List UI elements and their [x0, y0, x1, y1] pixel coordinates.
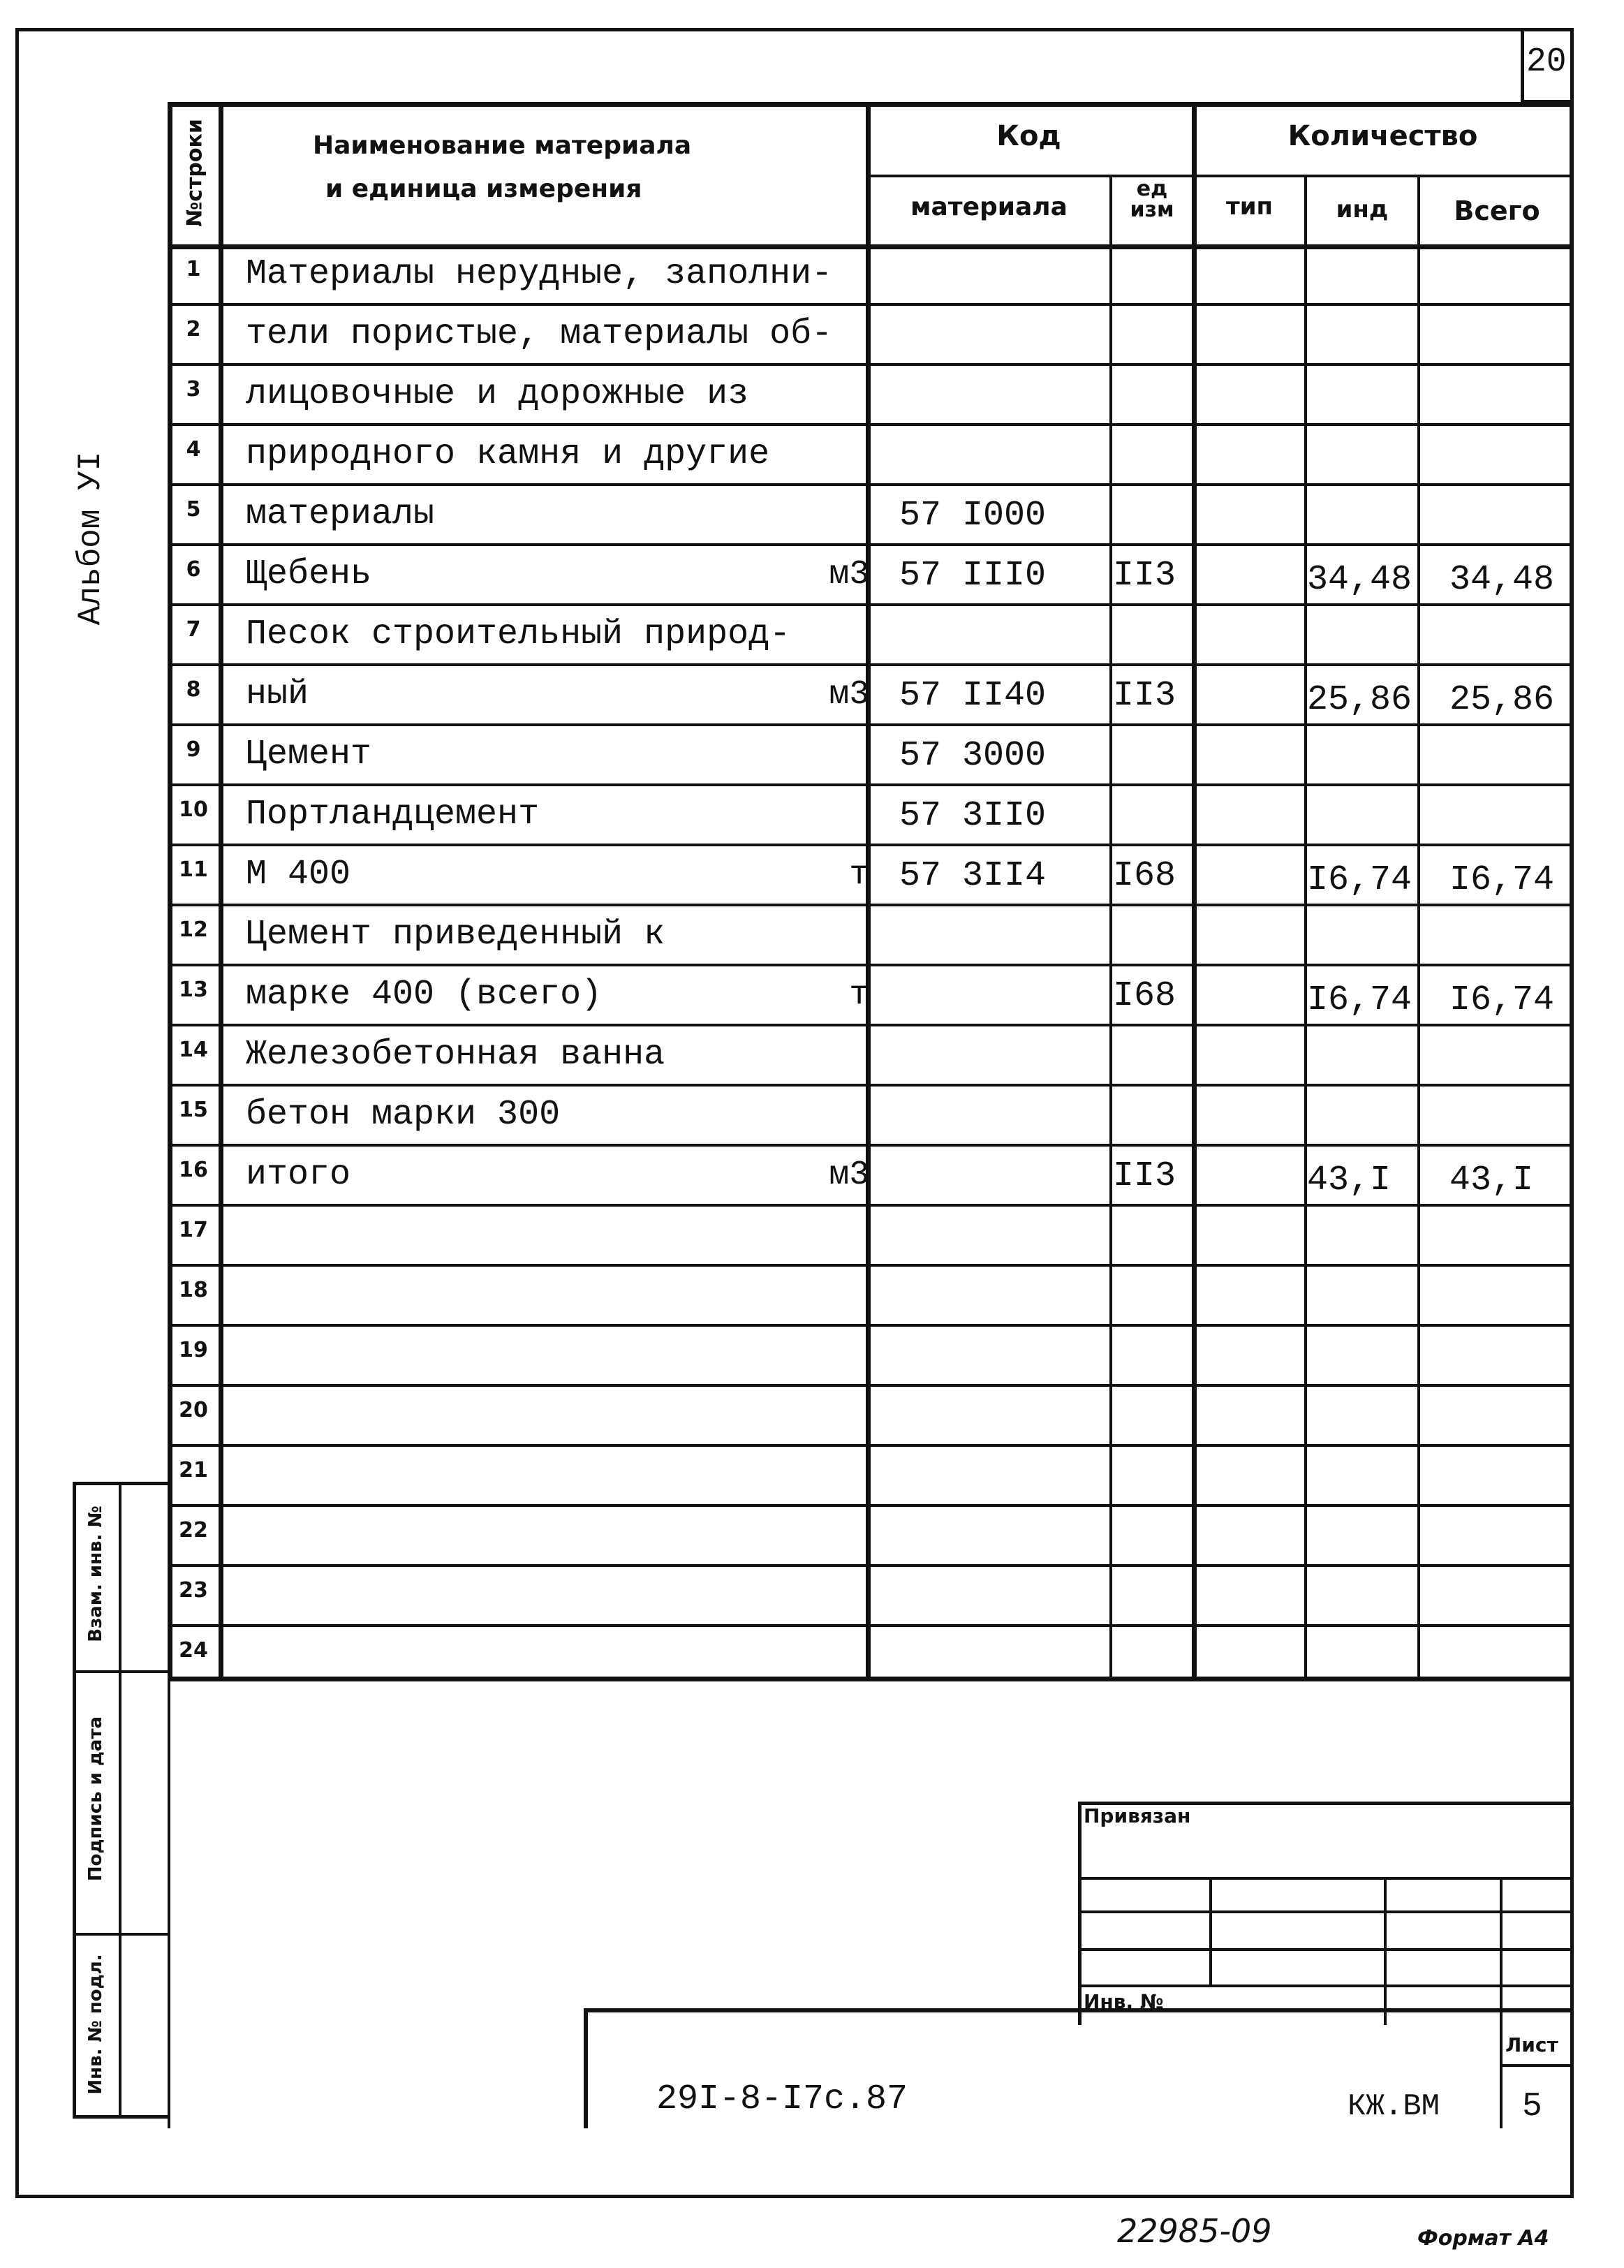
row-name: Материалы нерудные, заполни- [246, 254, 833, 294]
row-number: 8 [186, 677, 201, 702]
row-name: М 400 [246, 855, 351, 894]
table-row [168, 1325, 1572, 1385]
title-block-sheet-col [1500, 2025, 1503, 2128]
row-number: 9 [186, 737, 201, 762]
table-row [168, 1085, 1572, 1145]
quantity-total-header: Всего [1454, 196, 1540, 226]
row-number: 4 [186, 437, 201, 462]
row-number: 15 [179, 1098, 208, 1122]
row-material-code: 57 3000 [899, 736, 1047, 776]
row-material-code: 57 II40 [899, 676, 1047, 716]
doc-code: 29I-8-I7с.87 [656, 2079, 908, 2119]
table-row [168, 364, 1572, 425]
table-row [168, 485, 1572, 545]
table-row [168, 304, 1572, 364]
row-unit-code: II3 [1113, 556, 1176, 596]
row-unit: т [849, 856, 869, 894]
quantity-ind-header: инд [1336, 196, 1389, 223]
inv-no-label: Инв. № [1084, 1990, 1164, 2013]
table-row [168, 605, 1572, 665]
row-number-header: №строки [182, 119, 207, 227]
row-unit: м3 [829, 676, 869, 714]
table-row [168, 1265, 1572, 1325]
row-name: Щебень [246, 554, 372, 594]
row-number: 6 [186, 557, 201, 582]
inv-podl-wrap [73, 1936, 119, 2119]
table-row [168, 845, 1572, 905]
name-header-line1: Наименование материала [313, 131, 692, 160]
quantity-header: Количество [1287, 120, 1478, 152]
privyazan-col1 [1209, 1877, 1212, 1984]
row-number: 13 [179, 978, 208, 1002]
row-unit-code: I68 [1113, 976, 1176, 1016]
row-name: тели пористые, материалы об- [246, 314, 833, 354]
row-number: 10 [179, 797, 208, 822]
row-quantity-ind: 25,86 [1307, 680, 1412, 720]
table-row [168, 905, 1572, 965]
sheet-number: 5 [1522, 2088, 1542, 2126]
row-unit-code: II3 [1113, 1156, 1176, 1196]
privyazan-col3 [1500, 1877, 1503, 2025]
table-row [168, 1205, 1572, 1265]
row-number: 5 [186, 497, 201, 522]
row-number: 22 [179, 1518, 208, 1542]
row-unit-code: II3 [1113, 676, 1176, 716]
row-quantity-ind: 34,48 [1307, 560, 1412, 600]
row-number: 2 [186, 317, 201, 341]
row-quantity-total: I6,74 [1449, 980, 1555, 1020]
row-number: 1 [186, 257, 201, 281]
row-unit-code: I68 [1113, 856, 1176, 896]
row-name: Железобетонная ванна [246, 1035, 665, 1075]
row-unit: т [849, 976, 869, 1014]
table-row [168, 1025, 1572, 1085]
row-unit: м3 [829, 556, 869, 594]
table-row [168, 244, 1572, 304]
row-unit: м3 [829, 1156, 869, 1194]
row-quantity-total: 34,48 [1449, 560, 1555, 600]
album-label: Альбом УI [73, 451, 109, 626]
row-number: 18 [179, 1278, 208, 1302]
album-label-wrap [56, 451, 126, 626]
row-quantity-total: 43,I [1449, 1161, 1534, 1200]
table-row [168, 665, 1572, 725]
row-material-code: 57 3II4 [899, 856, 1047, 896]
table-row [168, 1566, 1572, 1626]
title-block-sheet-sep [1500, 2064, 1574, 2067]
vzam-inv-label: Взам. инв. № [85, 1505, 106, 1642]
table-row [168, 425, 1572, 485]
sheet-label: Лист [1505, 2033, 1558, 2056]
side-stamp-inner [119, 1482, 121, 2119]
table-row [168, 725, 1572, 785]
doc-mark: КЖ.ВМ [1348, 2089, 1440, 2124]
row-quantity-ind: I6,74 [1307, 860, 1412, 900]
row-number: 16 [179, 1158, 208, 1182]
row-name: Цемент приведенный к [246, 915, 665, 955]
row-number: 11 [179, 857, 208, 882]
row-quantity-ind: I6,74 [1307, 980, 1412, 1020]
row-name: Песок строительный природ- [246, 614, 791, 654]
row-number: 19 [179, 1338, 208, 1362]
row-name: лицовочные и дорожные из [246, 374, 749, 414]
row-number: 14 [179, 1038, 208, 1062]
code-unit-header: ед изм [1130, 177, 1174, 222]
row-quantity-total: 25,86 [1449, 680, 1555, 720]
row-name: итого [246, 1155, 351, 1195]
row-number: 24 [179, 1638, 208, 1663]
row-quantity-total: I6,74 [1449, 860, 1555, 900]
podpis-data-label: Подпись и дата [85, 1716, 106, 1882]
table-row [168, 1505, 1572, 1566]
podpis-data-wrap [73, 1673, 119, 1931]
row-number: 7 [186, 617, 201, 642]
row-name: Портландцемент [246, 795, 540, 834]
code-header: Код [996, 120, 1061, 152]
format-label: Формат А4 [1417, 2226, 1549, 2251]
row-name: ный [246, 675, 309, 714]
name-header-line2: и единица измерения [325, 175, 642, 203]
row-material-code: 57 I000 [899, 496, 1047, 536]
row-number: 3 [186, 377, 201, 402]
row-name: природного камня и другие [246, 434, 770, 474]
lower-left-line [168, 1681, 170, 2128]
table-row [168, 1626, 1572, 1686]
table-row [168, 965, 1572, 1025]
inv-podl-label: Инв. № подл. [85, 1954, 106, 2095]
table-row [168, 1145, 1572, 1205]
archive-number: 22985-09 [1117, 2212, 1272, 2250]
page-number: 20 [1526, 43, 1567, 81]
table-row [168, 1385, 1572, 1445]
table-row [168, 545, 1572, 605]
table-row [168, 1445, 1572, 1505]
header-subdivider [866, 175, 1574, 177]
row-number: 20 [179, 1398, 208, 1422]
row-name: Цемент [246, 735, 372, 774]
row-material-code: 57 3II0 [899, 796, 1047, 836]
row-quantity-ind: 43,I [1307, 1161, 1392, 1200]
row-number: 23 [179, 1578, 208, 1603]
vzam-inv-wrap [73, 1483, 119, 1669]
row-number: 21 [179, 1458, 208, 1482]
code-material-header: материала [910, 193, 1068, 221]
table-row [168, 785, 1572, 845]
row-number: 17 [179, 1218, 208, 1242]
row-name: материалы [246, 494, 435, 534]
privyazan-label: Привязан [1084, 1804, 1191, 1827]
row-name: бетон марки 300 [246, 1095, 561, 1135]
privyazan-col2 [1384, 1877, 1387, 2025]
row-number: 12 [179, 918, 208, 942]
row-material-code: 57 III0 [899, 556, 1047, 596]
row-name: марке 400 (всего) [246, 975, 603, 1015]
quantity-type-header: тип [1225, 193, 1274, 221]
row-number-header-wrap [170, 105, 219, 244]
